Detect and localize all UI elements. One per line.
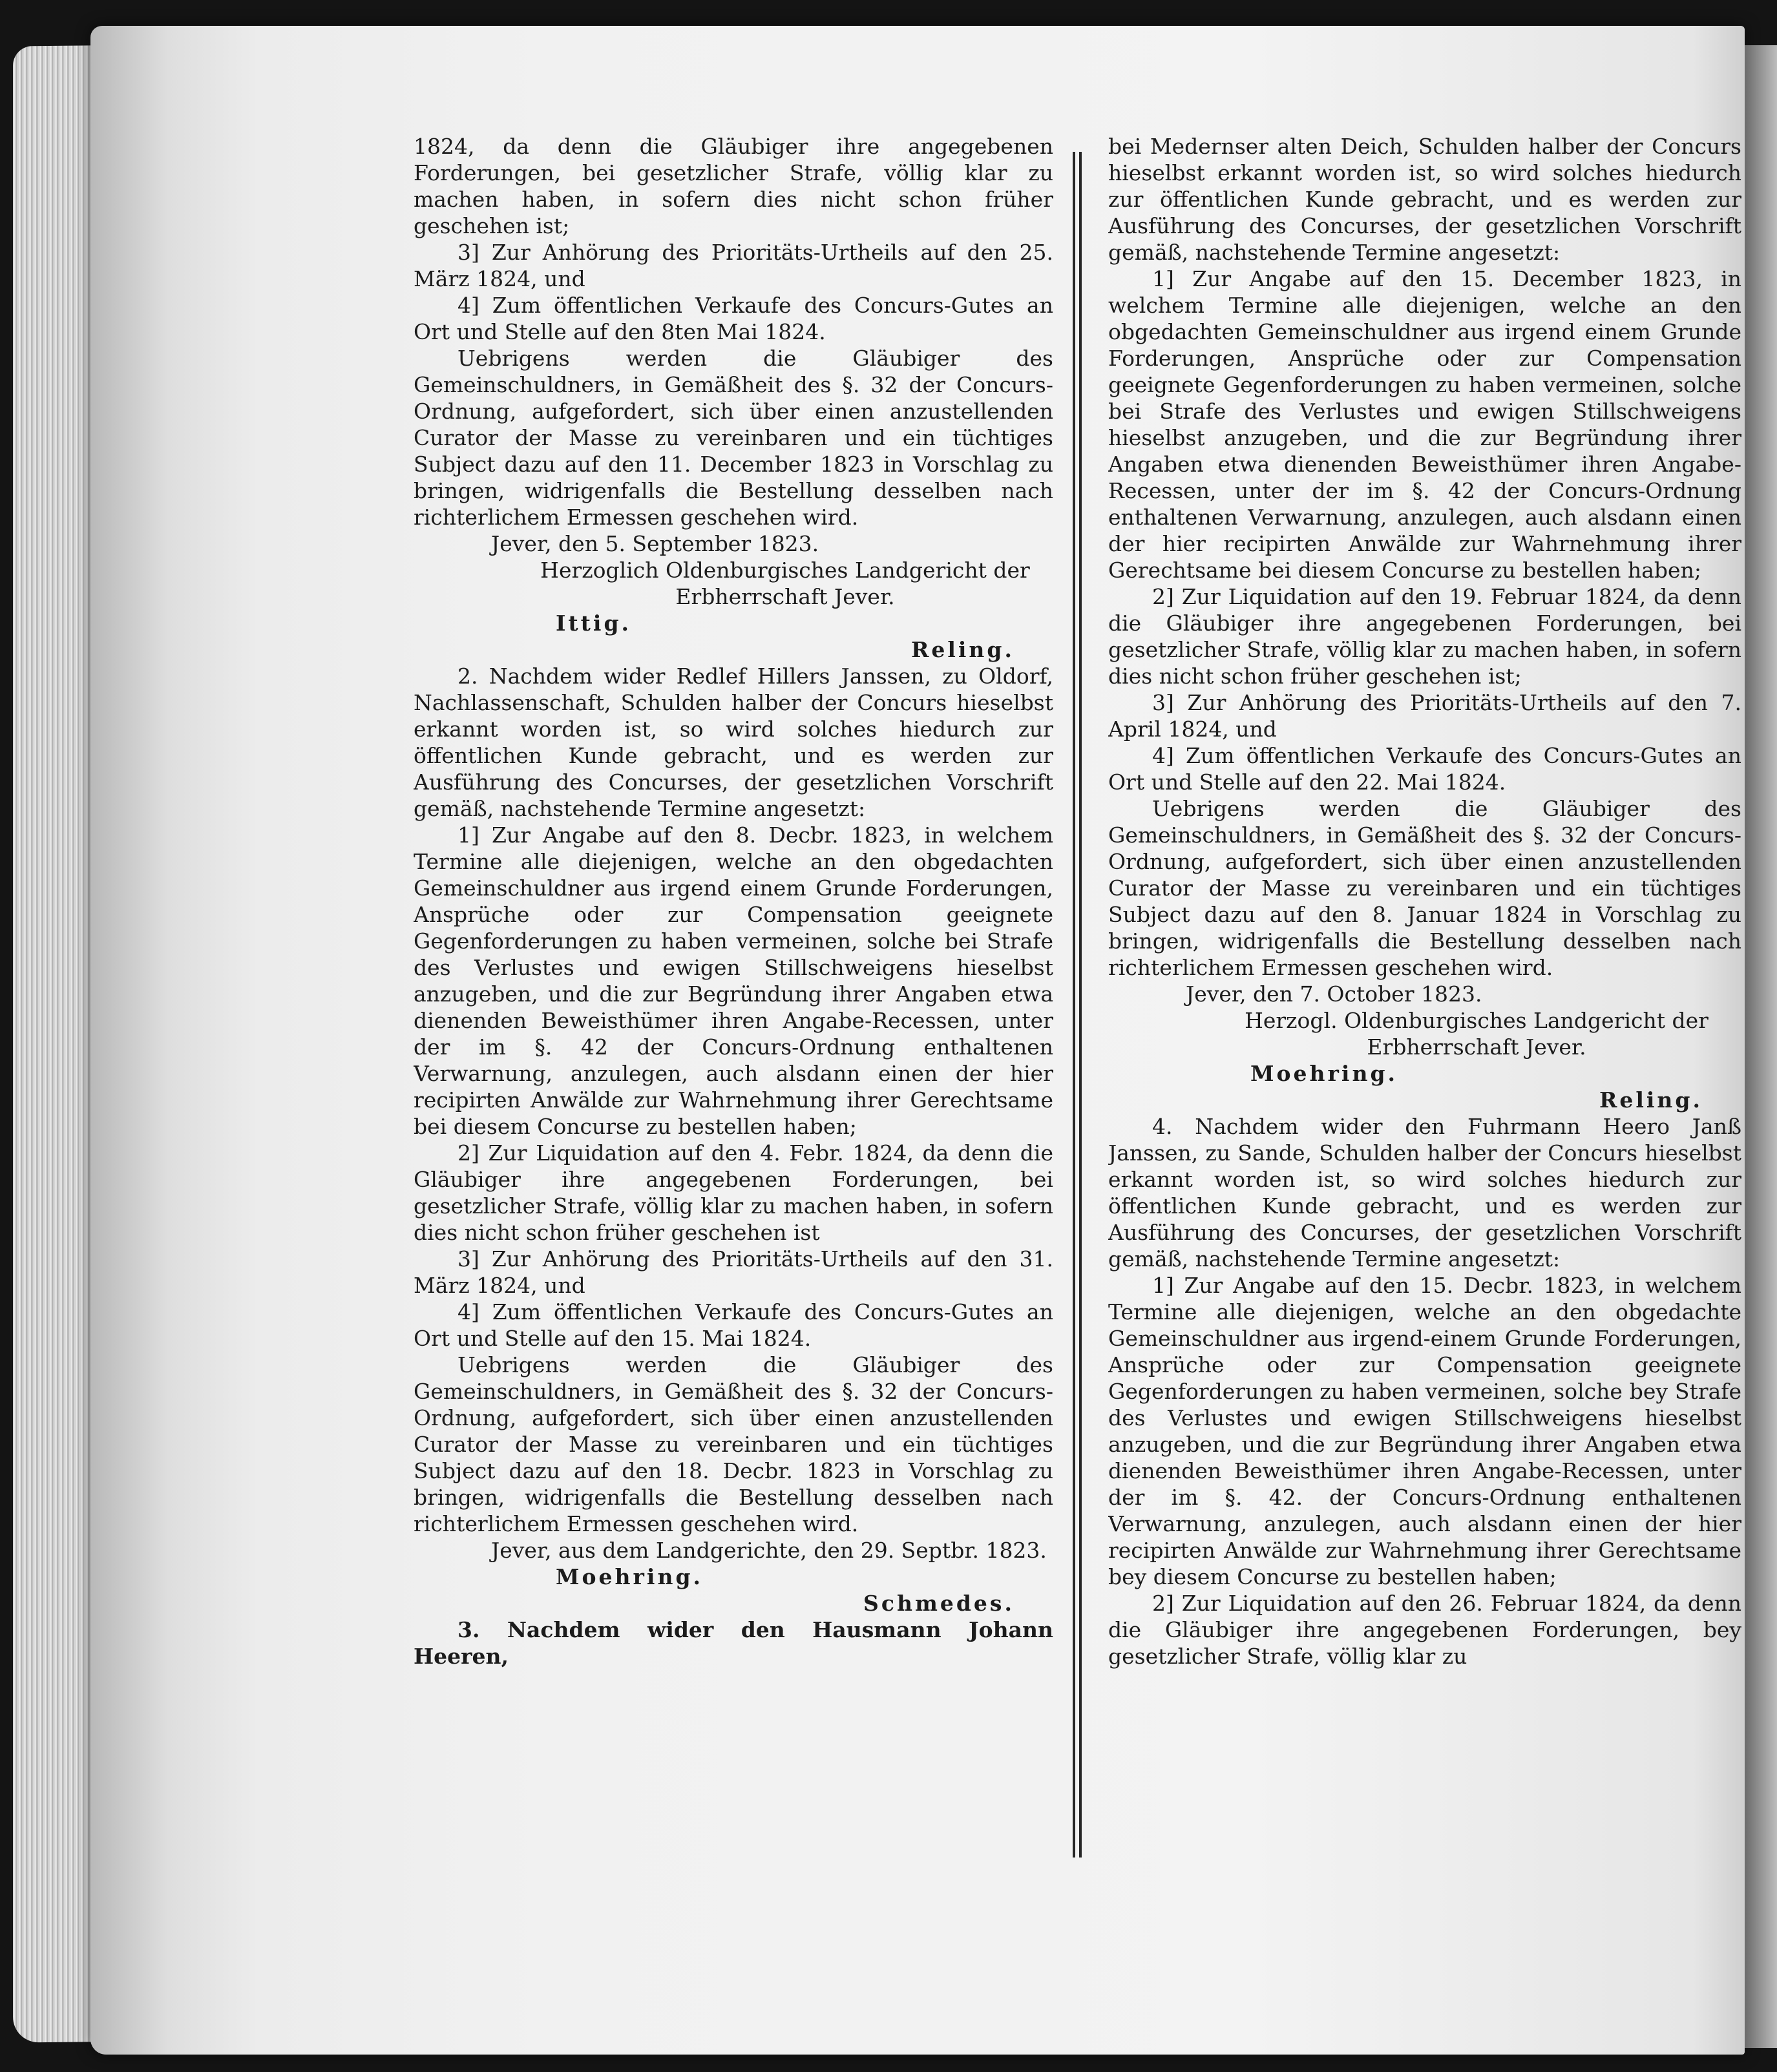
- paragraph: Uebrigens werden die Gläubiger des Gemeinschuldners, in Gemäßheit des §. 32 der Concurs-Ordnung, aufgefordert, sich über einen anzustellenden Curator der Masse zu vereinbaren und ein tüchtiges Subject dazu auf den 11. December 1823 in Vorschlag zu bringen, widrigenfalls die Bestellung desselben nach richterlichem Ermessen geschehen wird.: [414, 346, 1053, 530]
- paragraph: 3] Zur Anhörung des Prioritäts-Urtheils auf den 31. März 1824, und: [414, 1246, 1053, 1298]
- paragraph: 2] Zur Liquidation auf den 4. Febr. 1824, da denn die Gläubiger ihre angegebenen Forderungen, bei gesetzlicher Strafe, völlig klar zu machen haben, in sofern dies nicht schon früher geschehen ist: [414, 1140, 1053, 1245]
- signatures: [414, 610, 1053, 663]
- notice-paragraph: 2. Nachdem wider Redlef Hillers Janssen, zu Oldorf, Nachlassenschaft, Schulden halber der Concurs hieselbst erkannt worden ist, so wird solches hiedurch zur öffentlichen Kunde gebracht, und es werden zur Ausführung des Concurses, der gesetzlichen Vorschrift gemäß, nachstehende Termine angesetzt:: [414, 664, 1053, 821]
- place-date-line: Jever, den 7. October 1823.: [1186, 981, 1482, 1007]
- paragraph: 3] Zur Anhörung des Prioritäts-Urtheils auf den 25. März 1824, und: [414, 240, 1053, 291]
- paragraph: 1] Zur Angabe auf den 15. Decbr. 1823, in welchem Termine alle diejenigen, welche an den obgedachte Gemeinschuldner aus irgend-einem Grunde Forderungen, Ansprüche oder zur Compensation geeignete Gegenforderungen zu haben vermeinen, solche bey Strafe des Verlustes und ewigen Stillschweigens hieselbst anzugeben, und die zur Begründung ihrer Angaben etwa dienenden Beweisthümer ihren Angabe-Recessen, unter der im §. 42. der Concurs-Ordnung enthaltenen Verwarnung, anzulegen, auch alsdann einen der hier recipirten Anwälde zur Wahrnehmung ihrer Gerechtsame bey diesem Concurse zu bestellen haben;: [1108, 1273, 1741, 1589]
- signature-name: Schmedes.: [863, 1591, 1015, 1616]
- paragraph: Uebrigens werden die Gläubiger des Gemeinschuldners, in Gemäßheit des §. 32 der Concurs-Ordnung, aufgefordert, sich über einen anzustellenden Curator der Masse zu vereinbaren und ein tüchtiges Subject dazu auf den 8. Januar 1824 in Vorschlag zu bringen, widrigenfalls die Bestellung desselben nach richterlichem Ermessen geschehen wird.: [1108, 796, 1741, 980]
- column-divider-rule: [1073, 152, 1082, 1857]
- paragraph: Uebrigens werden die Gläubiger des Gemeinschuldners, in Gemäßheit des §. 32 der Concurs-Ordnung, aufgefordert, sich über einen anzustellenden Curator der Masse zu vereinbaren und ein tüchtiges Subject dazu auf den 18. Decbr. 1823 in Vorschlag zu bringen, widrigenfalls die Bestellung desselben nach richterlichem Ermessen geschehen wird.: [414, 1352, 1053, 1536]
- next-page-edge: [1745, 45, 1777, 2048]
- signature-name: Reling.: [910, 637, 1015, 662]
- paragraph: 2] Zur Liquidation auf den 19. Februar 1824, da denn die Gläubiger ihre angegebenen Forderungen, bei gesetzlicher Strafe, völlig klar zu machen haben, in sofern dies nicht schon früher geschehen ist;: [1108, 584, 1741, 689]
- paragraph: 4] Zum öffentlichen Verkaufe des Concurs-Gutes an Ort und Stelle auf den 15. Mai 1824.: [414, 1299, 1053, 1351]
- signatures: [1108, 1060, 1741, 1113]
- paragraph: 1] Zur Angabe auf den 15. December 1823, in welchem Termine alle diejenigen, welche an den obgedachten Gemeinschuldner aus irgend einem Grunde Forderungen, Ansprüche oder zur Compensation geeignete Gegenforderungen zu haben vermeinen, solche bei Strafe des Verlustes und ewigen Stillschweigens hieselbst anzugeben, und die zur Begründung ihrer Angaben etwa dienenden Beweisthümer ihren Angabe-Recessen, unter der im §. 42 der Concurs-Ordnung enthaltenen Verwarnung, anzulegen, auch alsdann einen der hier recipirten Anwälde zur Wahrnehmung ihrer Gerechtsame bei diesem Concurse zu bestellen haben;: [1108, 266, 1741, 583]
- signature-name: Moehring.: [1250, 1061, 1398, 1086]
- paragraph: 4] Zum öffentlichen Verkaufe des Concurs-Gutes an Ort und Stelle auf den 22. Mai 1824.: [1108, 743, 1741, 795]
- paragraph: 1] Zur Angabe auf den 8. Decbr. 1823, in welchem Termine alle diejenigen, welche an den obgedachten Gemeinschuldner aus irgend einem Grunde Forderungen, Ansprüche oder zur Compensation geeignete Gegenforderungen zu haben vermeinen, solche bei Strafe des Verlustes und ewigen Stillschweigens hieselbst anzugeben, und die zur Begründung ihrer Angaben etwa dienenden Beweisthümer ihren Angabe-Recessen, unter der im §. 42 der Concurs-Ordnung enthaltenen Verwarnung, anzulegen, auch alsdann einen der hier recipirten Anwälde zur Wahrnehmung ihrer Gerechtsame bei diesem Concurse zu bestellen haben;: [414, 822, 1053, 1139]
- signature-name: Moehring.: [556, 1564, 704, 1589]
- court-name: Herzoglich Oldenburgisches Landgericht der Erbherrschaft Jever.: [540, 558, 1030, 609]
- right-column: [1108, 133, 1741, 1987]
- paragraph: 1824, da denn die Gläubiger ihre angegebenen Forderungen, bei gesetzlicher Strafe, völlig klar zu machen haben, in sofern dies nicht schon früher geschehen ist;: [414, 134, 1053, 238]
- court-name: Herzogl. Oldenburgisches Landgericht der Erbherrschaft Jever.: [1245, 1008, 1709, 1060]
- paragraph: 2] Zur Liquidation auf den 26. Februar 1824, da denn die Gläubiger ihre angegebenen Forderungen, bey gesetzlicher Strafe, völlig klar zu: [1108, 1591, 1741, 1669]
- place-date-line: Jever, den 5. September 1823.: [491, 531, 819, 556]
- place-date-line: Jever, aus dem Landgerichte, den 29. Septbr. 1823.: [491, 1538, 1047, 1563]
- paragraph: bei Medernser alten Deich, Schulden halber der Concurs hieselbst erkannt worden ist, so wird solches hiedurch zur öffentlichen Kunde gebracht, und es werden zur Ausführung des Concurses, der gesetzlichen Vorschrift gemäß, nachstehende Termine angesetzt:: [1108, 134, 1741, 265]
- signature-name: Reling.: [1599, 1087, 1703, 1113]
- notice-paragraph: 4. Nachdem wider den Fuhrmann Heero Janß Janssen, zu Sande, Schulden halber der Concurs hieselbst erkannt worden ist, so wird solches hiedurch zur öffentlichen Kunde gebracht, und es werden zur Ausführung des Concurses, der gesetzlichen Vorschrift gemäß, nachstehende Termine angesetzt:: [1108, 1114, 1741, 1271]
- left-column: [414, 133, 1053, 1987]
- paragraph: 4] Zum öffentlichen Verkaufe des Concurs-Gutes an Ort und Stelle auf den 8ten Mai 1824.: [414, 293, 1053, 344]
- signatures: [414, 1564, 1053, 1617]
- notice-paragraph: 3. Nachdem wider den Hausmann Johann Heeren,: [414, 1617, 1053, 1669]
- signature-name: Ittig.: [556, 611, 632, 636]
- paragraph: 3] Zur Anhörung des Prioritäts-Urtheils auf den 7. April 1824, und: [1108, 690, 1741, 742]
